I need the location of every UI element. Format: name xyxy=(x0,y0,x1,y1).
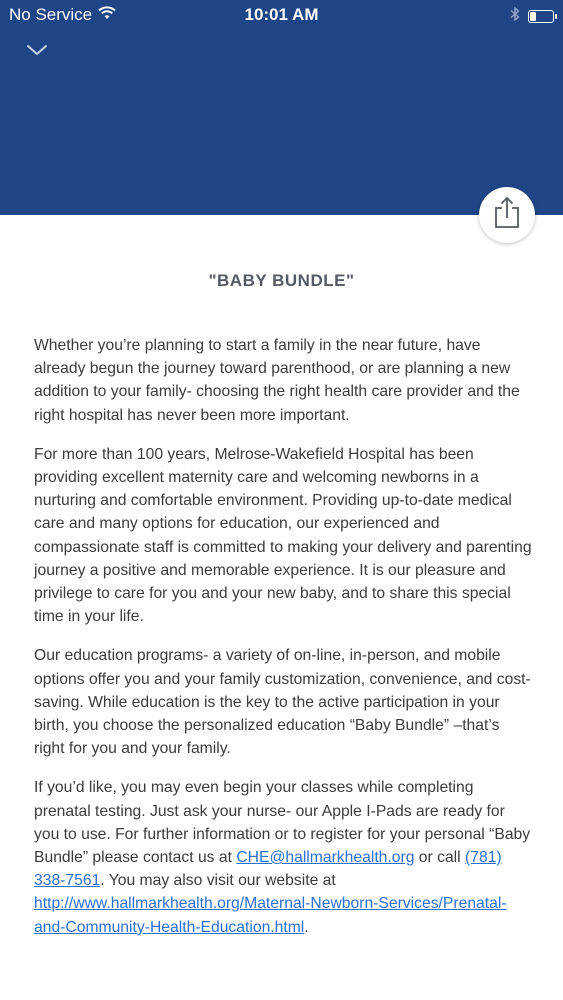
phone-link[interactable]: (781) 338-7561 xyxy=(34,849,502,890)
contact-intro-text: If you’d like, you may even begin your classes while completing prenatal testing. Just ask your nurse- our Apple I-Pads are ready for you to use. For further information or to register for your personal “Baby Bundle” please contact us at xyxy=(34,779,531,867)
paragraph-intro: Whether you’re planning to start a family in the near future, have already begun the journey toward parenthood, or are planning a new addition to your family- choosing the right health care provider and the right hospital has never been more important. xyxy=(34,337,520,424)
battery-icon xyxy=(528,10,554,23)
closing-period: . xyxy=(304,918,309,936)
bluetooth-icon xyxy=(510,6,520,27)
website-link[interactable]: http://www.hallmarkhealth.org/Maternal-Newborn-Services/Prenatal-and-Community-Health-Education.html xyxy=(34,895,507,936)
carrier-label: No Service xyxy=(9,5,93,24)
paragraph-contact xyxy=(34,776,534,938)
share-icon xyxy=(492,196,522,235)
paragraph-education: Our education programs- a variety of on-line, in-person, and mobile options offer you and your family customization, convenience, and cost-saving. While education is the key to the active participation in your birth, you choose the personalized education “Baby Bundle” –that’s right for you and your family. xyxy=(34,647,531,758)
visit-text: . You may also visit our website at xyxy=(100,872,336,890)
paragraph-history: For more than 100 years, Melrose-Wakefield Hospital has been providing excellent maternity care and welcoming newborns in a nurturing and comfortable environment. Providing up-to-date medical care and many options for education, our experienced and compassionate staff is committed to making your delivery and parenting journey a positive and memorable experience. It is our pleasure and privilege to care for you and your new baby, and to share this special time in your life. xyxy=(34,445,532,626)
clock: 10:01 AM xyxy=(244,5,319,24)
header-banner xyxy=(0,0,563,215)
status-bar xyxy=(0,0,563,30)
status-right xyxy=(510,6,554,27)
chevron-down-icon[interactable] xyxy=(25,42,49,58)
page-title: "BABY BUNDLE" xyxy=(208,271,355,290)
share-button[interactable] xyxy=(479,187,535,243)
email-link[interactable]: CHE@hallmarkhealth.org xyxy=(236,849,415,867)
article-body xyxy=(34,334,534,955)
or-call-text: or call xyxy=(414,849,466,867)
